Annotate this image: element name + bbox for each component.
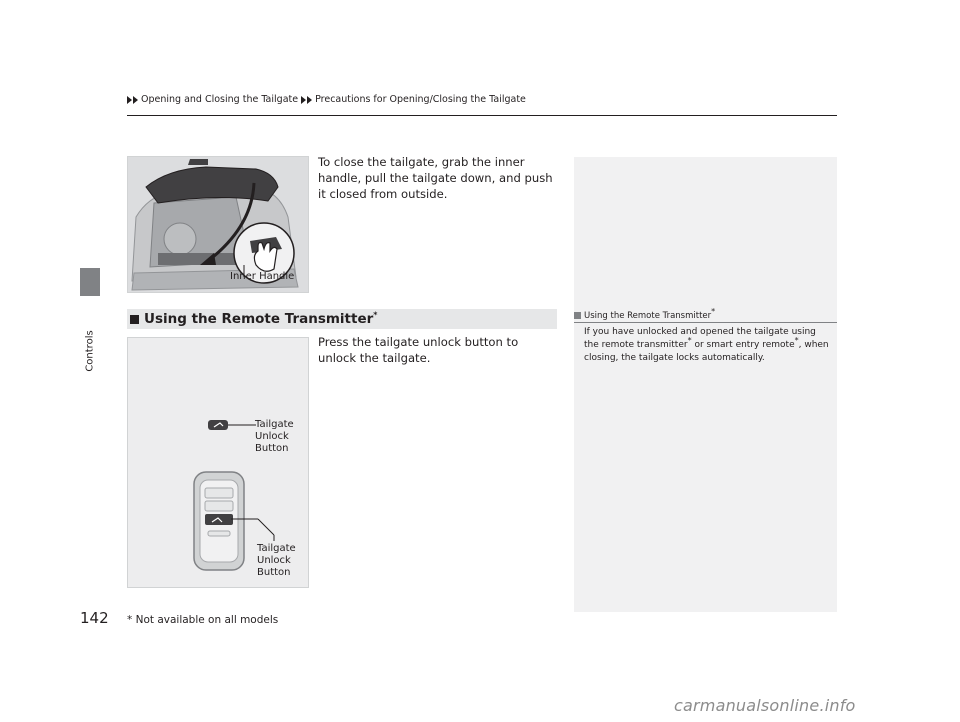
section-title: Using the Remote Transmitter* <box>144 310 378 327</box>
section-bullet-icon <box>130 315 139 324</box>
chapter-tab-text: Controls <box>84 330 96 372</box>
chapter-tab-marker <box>80 268 100 296</box>
header-rule <box>127 115 837 116</box>
close-tailgate-instructions: To close the tailgate, grab the inner handle, pull the tailgate down, and push it closed from outside. <box>318 155 553 201</box>
footnote: * Not available on all models <box>127 614 279 626</box>
tailgate-unlock-button-label-bottom: Tailgate Unlock Button <box>257 543 296 578</box>
side-note-heading <box>574 306 837 322</box>
section-heading <box>127 309 557 329</box>
breadcrumb <box>127 94 526 105</box>
side-note-text: If you have unlocked and opened the tailgate using the remote transmitter* or smart entry remote*, when closing, the tailgate locks automatically. <box>584 327 829 363</box>
side-note-title: Using the Remote Transmitter* <box>584 306 716 321</box>
breadcrumb-arrow-icon <box>307 96 312 104</box>
page-number: 142 <box>80 609 109 627</box>
note-bullet-icon <box>574 312 581 319</box>
breadcrumb-arrow-icon <box>127 96 132 104</box>
tailgate-unlock-button-label-top: Tailgate Unlock Button <box>255 419 294 454</box>
breadcrumb-arrow-icon <box>133 96 138 104</box>
side-note-panel <box>574 157 837 612</box>
tailgate-illustration <box>127 156 309 293</box>
watermark: carmanualsonline.info <box>674 696 856 715</box>
remote-transmitter-illustration <box>127 337 309 588</box>
breadcrumb-page[interactable]: Precautions for Opening/Closing the Tailgate <box>315 94 526 105</box>
chapter-tab-label <box>70 316 110 386</box>
remote-unlock-instructions: Press the tailgate unlock button to unlock the tailgate. <box>318 335 519 365</box>
breadcrumb-arrow-icon <box>301 96 306 104</box>
side-note-rule <box>574 322 837 323</box>
inner-handle-caption: Inner Handle <box>230 271 295 282</box>
breadcrumb-section[interactable]: Opening and Closing the Tailgate <box>141 94 299 105</box>
